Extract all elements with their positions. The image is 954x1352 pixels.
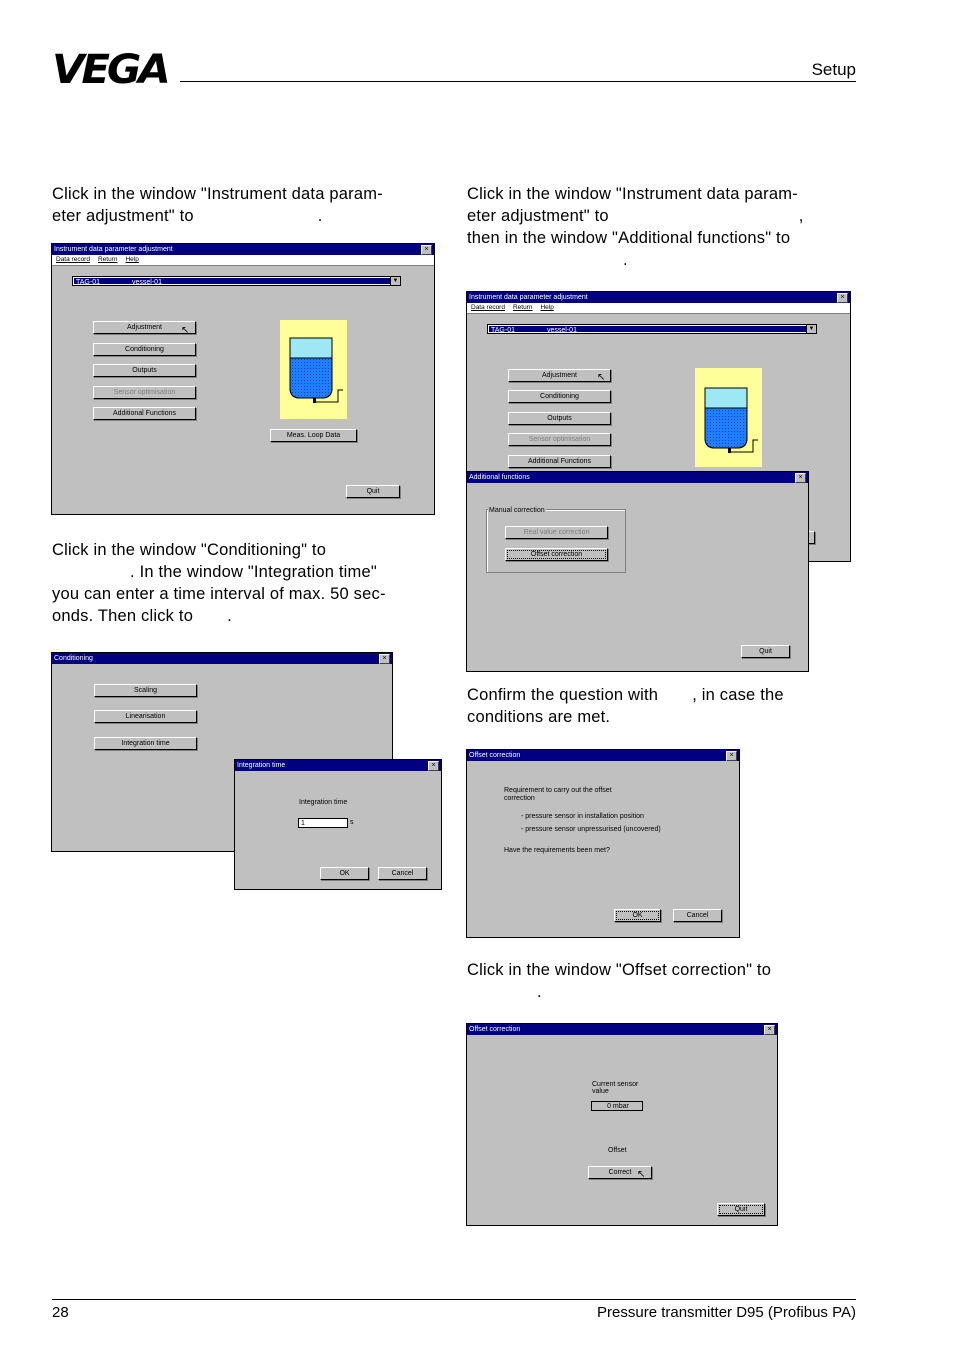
scaling-button[interactable]: Scaling — [94, 684, 197, 697]
integration-time-button[interactable]: Integration time — [94, 737, 197, 750]
adjustment-button[interactable]: Adjustment — [93, 321, 196, 334]
menu-return[interactable]: Return — [97, 256, 118, 263]
footer-title: Pressure transmitter D95 (Profibus PA) — [597, 1304, 856, 1321]
requirement-bullet-1: - pressure sensor in installation position — [521, 813, 644, 820]
manual-correction-group — [486, 509, 626, 573]
vessel-icon — [280, 320, 347, 419]
integration-time-input[interactable]: 1 — [298, 818, 348, 828]
chevron-down-icon[interactable]: ▼ — [390, 277, 400, 285]
close-icon[interactable]: × — [764, 1025, 775, 1035]
window-title: Additional functions — [469, 474, 530, 481]
outputs-button[interactable]: Outputs — [508, 412, 611, 425]
menu-return[interactable]: Return — [512, 304, 533, 311]
requirement-line-2: correction — [504, 795, 535, 802]
offset-correct-window — [466, 1023, 778, 1226]
tank-graphic — [280, 320, 347, 419]
mouse-pointer-icon: ↖ — [637, 1169, 646, 1180]
right-paragraph-1: Click in the window "Instrument data param- eter adjustment" to , then in the window "Additional functions" to . — [467, 185, 804, 269]
sensor-optimisation-button[interactable]: Sensor optimisation — [508, 433, 611, 446]
left-paragraph-1: Click in the window "Instrument data param- eter adjustment" to . — [52, 185, 383, 225]
header-rule — [180, 81, 856, 82]
integration-time-window — [234, 759, 442, 890]
unit-label: s — [350, 819, 354, 826]
close-icon[interactable]: × — [726, 751, 737, 761]
header-section: Setup — [811, 60, 856, 79]
adjustment-button[interactable]: Adjustment — [508, 369, 611, 382]
window-title: Offset correction — [469, 752, 521, 759]
menu-data-record[interactable]: Data record — [56, 256, 90, 263]
window-title: Offset correction — [469, 1026, 521, 1033]
footer-rule — [52, 1299, 856, 1300]
right-paragraph-3: Click in the window "Offset correction" to . — [467, 961, 772, 1001]
window-title: Conditioning — [54, 655, 93, 662]
cancel-button[interactable]: Cancel — [378, 867, 427, 880]
chevron-down-icon[interactable]: ▼ — [806, 325, 816, 333]
cancel-button[interactable]: Cancel — [673, 909, 722, 922]
close-icon[interactable]: × — [428, 761, 439, 771]
vega-logo: VEGA — [52, 47, 168, 93]
quit-button[interactable]: Quit — [346, 485, 400, 498]
quit-button[interactable]: Quit — [717, 1203, 765, 1216]
menu-help[interactable]: Help — [125, 256, 139, 263]
current-sensor-label-2: value — [592, 1088, 609, 1095]
page-number: 28 — [52, 1304, 69, 1321]
current-sensor-value: 0 mbar — [591, 1101, 643, 1111]
close-icon[interactable]: × — [837, 293, 848, 303]
menu-bar — [52, 255, 434, 266]
real-value-correction-button[interactable]: Real value correction — [505, 526, 608, 539]
linearisation-button[interactable]: Linearisation — [94, 710, 197, 723]
offset-correction-button[interactable]: Offset correction — [505, 548, 608, 561]
window-title: Instrument data parameter adjustment — [54, 246, 173, 253]
outputs-button[interactable]: Outputs — [93, 364, 196, 377]
menu-bar — [467, 303, 850, 314]
ok-button[interactable]: OK — [614, 909, 661, 922]
current-sensor-label: Current sensor — [592, 1081, 639, 1088]
window-title: Integration time — [237, 762, 286, 769]
correct-button[interactable]: Correct — [588, 1166, 652, 1179]
tag-select[interactable]: TAG-01 vessel-01 ▼ — [487, 324, 817, 334]
close-icon[interactable]: × — [421, 245, 432, 255]
tag-select[interactable]: TAG-01 vessel-01 ▼ — [72, 276, 401, 286]
menu-data-record[interactable]: Data record — [471, 304, 505, 311]
vessel-icon — [695, 368, 762, 467]
additional-functions-button[interactable]: Additional Functions — [93, 407, 196, 420]
conditioning-button[interactable]: Conditioning — [93, 343, 196, 356]
menu-help[interactable]: Help — [540, 304, 554, 311]
requirement-line-1: Requirement to carry out the offset — [504, 787, 612, 794]
conditioning-button[interactable]: Conditioning — [508, 390, 611, 403]
ok-button[interactable]: OK — [320, 867, 369, 880]
tank-graphic — [695, 368, 762, 467]
close-icon[interactable]: × — [379, 654, 390, 664]
right-paragraph-2: Confirm the question with , in case the conditions are met. — [467, 686, 784, 726]
quit-button[interactable]: Quit — [741, 645, 790, 658]
sensor-optimisation-button[interactable]: Sensor optimisation — [93, 386, 196, 399]
manual-correction-label: Manual correction — [489, 507, 545, 514]
mouse-pointer-icon: ↖ — [597, 372, 606, 383]
additional-functions-button[interactable]: Additional Functions — [508, 455, 611, 468]
left-paragraph-2: Click in the window "Conditioning" to . In the window "Integration time" you can enter a time interval of max. 50 sec- onds. Then click to . — [52, 541, 386, 625]
close-icon[interactable]: × — [795, 473, 806, 483]
requirement-question: Have the requirements been met? — [504, 847, 610, 854]
instrument-window — [51, 243, 435, 515]
offset-question-window — [466, 749, 740, 938]
offset-label: Offset — [608, 1147, 627, 1154]
window-title: Instrument data parameter adjustment — [469, 294, 588, 301]
mouse-pointer-icon: ↖ — [181, 325, 190, 336]
integration-time-label: Integration time — [299, 799, 348, 806]
meas-loop-data-button[interactable]: Meas. Loop Data — [270, 429, 357, 442]
additional-functions-window — [466, 471, 809, 672]
requirement-bullet-2: - pressure sensor unpressurised (uncovered) — [521, 826, 661, 833]
